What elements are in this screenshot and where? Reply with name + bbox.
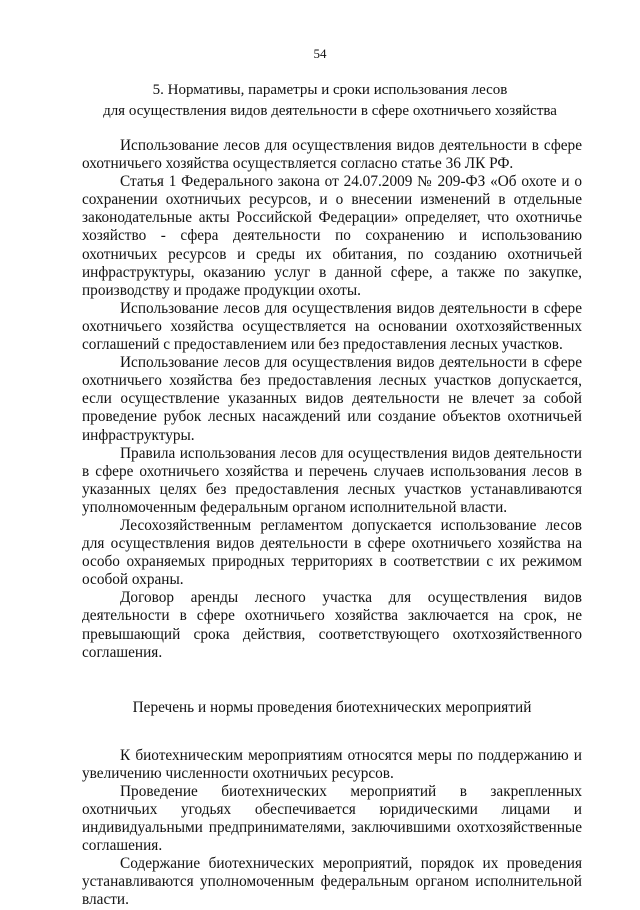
paragraph: Лесохозяйственным регламентом допускается использование лесов для осуществления видов деятельности в сфере охотничьего хозяйства на особо охраняемых природных территориях в соответствии с их режимом особой охраны. xyxy=(82,516,582,589)
section-title-line-2: для осуществления видов деятельности в сфере охотничьего хозяйства xyxy=(103,103,557,119)
paragraph: К биотехническим мероприятиям относятся меры по поддержанию и увеличению численности охотничьих ресурсов. xyxy=(82,746,582,782)
body-text xyxy=(82,137,582,910)
paragraph: Использование лесов для осуществления видов деятельности в сфере охотничьего хозяйства без предоставления лесных участков допускается, если осуществление указанных видов деятельности не влечет за собой проведение рубок лесных насаждений или создание объектов охотничьей инфраструктуры. xyxy=(82,354,582,444)
section-title xyxy=(70,80,590,122)
page-number: 54 xyxy=(313,46,327,61)
subheading: Перечень и нормы проведения биотехнических мероприятий xyxy=(132,698,532,716)
paragraph: Правила использования лесов для осуществления видов деятельности в сфере охотничьего хозяйства и перечень случаев использования лесов в указанных целях без предоставления лесных участков устанавливаются уполномоченным федеральным органом исполнительной власти. xyxy=(82,444,582,516)
section-title-line-1: 5. Нормативы, параметры и сроки использования лесов xyxy=(152,82,508,98)
paragraph: Содержание биотехнических мероприятий, порядок их проведения устанавливаются уполномоченным федеральным органом исполнительной власти. xyxy=(82,855,582,909)
paragraph: Статья 1 Федерального закона от 24.07.2009 № 209-ФЗ «Об охоте и о сохранении охотничьих ресурсов, и о внесении изменений в отдельные законодательные акты Российской Федерации» определяет, что охотничье хозяйство - сфера деятельности по сохранению и использованию охотничьих ресурсов и среды их обитания, по созданию охотничьей инфраструктуры, оказанию услуг в данной сфере, а также по закупке, производству и продаже продукции охоты. xyxy=(82,173,582,299)
paragraph: Использование лесов для осуществления видов деятельности в сфере охотничьего хозяйства осуществляется согласно статье 36 ЛК РФ. xyxy=(82,137,582,173)
paragraph: Договор аренды лесного участка для осуществления видов деятельности в сфере охотничьего хозяйства заключается на срок, не превышающий срока действия, соответствующего охотхозяйственного соглашения. xyxy=(82,589,582,661)
paragraph: Использование лесов для осуществления видов деятельности в сфере охотничьего хозяйства осуществляется на основании охотхозяйственных соглашений с предоставлением или без предоставления лесных участков. xyxy=(82,299,582,354)
paragraph: Проведение биотехнических мероприятий в закрепленных охотничьих угодьях обеспечивается юридическими лицами и индивидуальными предпринимателями, заключившими охотхозяйственные соглашения. xyxy=(82,782,582,855)
